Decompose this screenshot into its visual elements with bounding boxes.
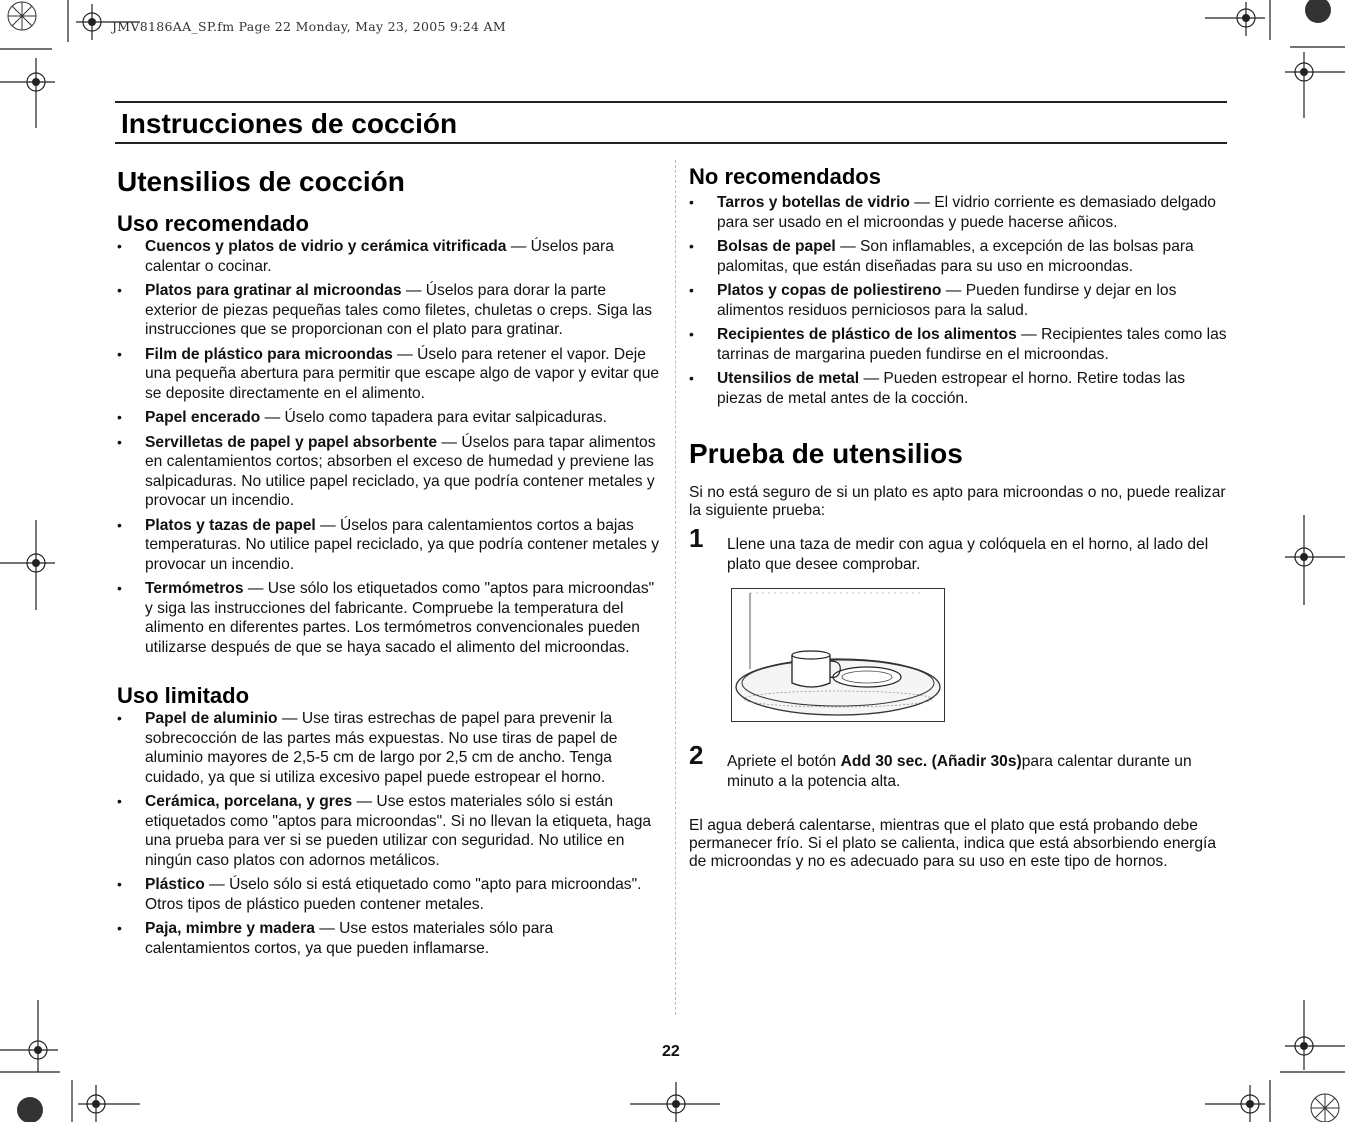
list-item: • Cerámica, porcelana, y gres — Use estos materiales sólo si están etiquetados como "aptos para microondas". Si no llevan la etiqueta, haga una prueba para ver si se pueden utilizar con seguridad. No utilice en ningún caso platos con adornos metálicos. bbox=[117, 792, 662, 870]
step-2 bbox=[689, 740, 1234, 791]
list-item: • Papel de aluminio — Use tiras estrechas de papel para prevenir la sobrecocción de las partes más expuestas. No use tiras de papel de aluminio mayores de 2,5-5 cm de largo por 2,5 cm de ancho. Tenga cuidado, ya que si utiliza excesivo papel puede estropear el horno. bbox=[117, 709, 662, 787]
recommended-heading: Uso recomendado bbox=[117, 211, 309, 236]
utensils-title: Utensilios de cocción bbox=[117, 166, 405, 197]
test-conclusion: El agua deberá calentarse, mientras que el plato que está probando debe permanecer frío. Si el plato se calienta, indica que está absorbiendo energía de microondas y no es adecuado para su uso en este tipo de hornos. bbox=[689, 817, 1217, 870]
list-item: • Paja, mimbre y madera — Use estos materiales sólo para calentamientos cortos, ya que pueden inflamarse. bbox=[117, 919, 662, 958]
right-column bbox=[689, 164, 1234, 871]
list-item: • Papel encerado — Úselo como tapadera para evitar salpicaduras. bbox=[117, 408, 662, 428]
page-number: 22 bbox=[662, 1043, 680, 1060]
limited-list bbox=[117, 709, 662, 958]
test-title: Prueba de utensilios bbox=[689, 438, 963, 469]
list-item: • Platos y copas de poliestireno — Pueden fundirse y dejar en los alimentos residuos perniciosos para la salud. bbox=[689, 281, 1234, 320]
not-recommended-list bbox=[689, 193, 1234, 408]
column-divider bbox=[675, 160, 676, 1015]
title-rule-bottom bbox=[115, 142, 1227, 144]
list-item: • Tarros y botellas de vidrio — El vidrio corriente es demasiado delgado para ser usado en el microondas y puede hacerse añicos. bbox=[689, 193, 1234, 232]
not-recommended-heading: No recomendados bbox=[689, 164, 881, 189]
list-item: • Termómetros — Use sólo los etiquetados como "aptos para microondas" y siga las instrucciones del fabricante. Compruebe la temperatura del alimento en diferentes partes. Los termómetros convencionales pueden utilizarse después de que se haya sacado el alimento del microondas. bbox=[117, 579, 662, 657]
list-item: • Utensilios de metal — Pueden estropear el horno. Retire todas las piezas de metal antes de la cocción. bbox=[689, 369, 1234, 408]
list-item: • Cuencos y platos de vidrio y cerámica vitrificada — Úselos para calentar o cocinar. bbox=[117, 237, 662, 276]
limited-heading: Uso limitado bbox=[117, 683, 250, 708]
list-item: • Bolsas de papel — Son inflamables, a excepción de las bolsas para palomitas, que están diseñadas para su uso en microondas. bbox=[689, 237, 1234, 276]
step-text-post: para calentar durante un minuto a la potencia alta. bbox=[727, 753, 1192, 790]
step-1 bbox=[689, 523, 1234, 574]
list-item: • Film de plástico para microondas — Úselo para retener el vapor. Deje una pequeña abertura para permitir que escape algo de vapor y evitar que se deposite directamente en el alimento. bbox=[117, 345, 662, 404]
list-item: • Platos y tazas de papel — Úselos para calentamientos cortos a bajas temperaturas. No utilice papel reciclado, ya que podría contener metales y provocar un incendio. bbox=[117, 516, 662, 575]
button-name: Add 30 sec. (Añadir 30s) bbox=[840, 753, 1022, 770]
list-item: • Plástico — Úselo sólo si está etiquetado como "apto para microondas". Otros tipos de plástico pueden contener metales. bbox=[117, 875, 662, 914]
list-item: • Recipientes de plástico de los alimentos — Recipientes tales como las tarrinas de margarina pueden fundirse en el microondas. bbox=[689, 325, 1234, 364]
step-number: 2 bbox=[689, 740, 704, 770]
step-text: Llene una taza de medir con agua y colóquela en el horno, al lado del plato que desee comprobar. bbox=[727, 536, 1209, 573]
list-item: • Servilletas de papel y papel absorbente — Úselos para tapar alimentos en calentamientos cortos; absorben el exceso de humedad y previene las salpicaduras. No utilice papel reciclado, ya que podría contener metales y provocar un incendio. bbox=[117, 433, 662, 511]
left-column bbox=[117, 166, 662, 963]
recommended-list bbox=[117, 237, 662, 657]
section-title: Instrucciones de cocción bbox=[121, 108, 458, 139]
step-text-pre: Apriete el botón bbox=[727, 753, 841, 770]
cup-and-plate-illustration bbox=[731, 588, 945, 722]
title-rule-top bbox=[115, 101, 1227, 103]
list-item: • Platos para gratinar al microondas — Úselos para dorar la parte exterior de piezas pequeñas tales como filetes, chuletas o creps. Siga las instrucciones que se proporcionan con el plato para gratinar. bbox=[117, 281, 662, 340]
test-intro: Si no está seguro de si un plato es apto para microondas o no, puede realizar la siguiente prueba: bbox=[689, 484, 1226, 519]
oven-illustration-icon bbox=[732, 589, 944, 721]
step-number: 1 bbox=[689, 523, 704, 553]
print-header: JMV8186AA_SP.fm Page 22 Monday, May 23, 2005 9:24 AM bbox=[112, 19, 506, 34]
